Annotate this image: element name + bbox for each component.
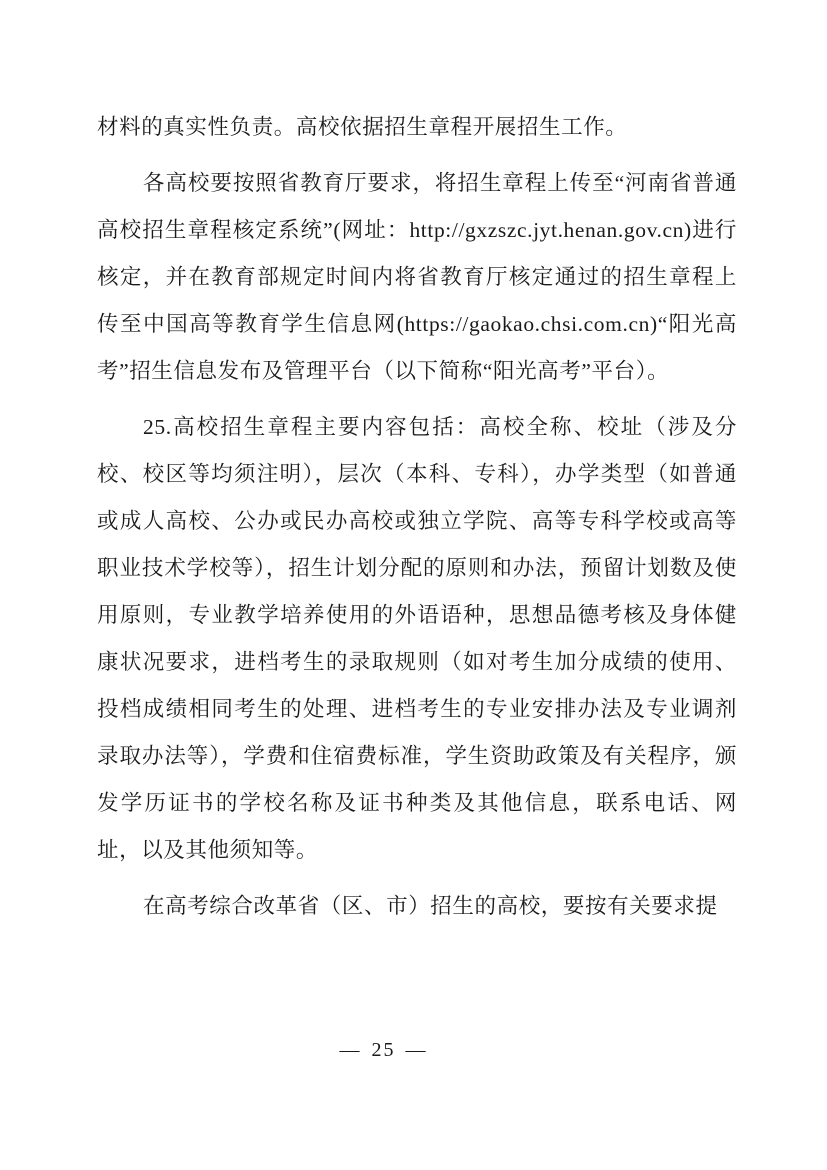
paragraph: 材料的真实性负责。高校依据招生章程开展招生工作。 bbox=[97, 115, 628, 139]
page-body bbox=[97, 104, 737, 930]
paragraph: 各高校要按照省教育厅要求，将招生章程上传至“河南省普通高校招生章程核定系统”(网址：http://gxzszc.jyt.henan.gov.cn)进行核定，并在教育部规定时间内将省教育厅核定通过的招生章程上传至中国高等教育学生信息网(https://gaokao.chsi.com.cn)“阳光高考”招生信息发布及管理平台（以下简称“阳光高考”平台）。 bbox=[97, 171, 737, 383]
paragraph: 25.高校招生章程主要内容包括：高校全称、校址（涉及分校、校区等均须注明），层次（本科、专科），办学类型（如普通或成人高校、公办或民办高校或独立学院、高等专科学校或高等职业技术学校等），招生计划分配的原则和办法，预留计划数及使用原则，专业教学培养使用的外语语种，思想品德考核及身体健康状况要求，进档考生的录取规则（如对考生加分成绩的使用、投档成绩相同考生的处理、进档考生的专业安排办法及专业调剂录取办法等），学费和住宿费标准，学生资助政策及有关程序，颁发学历证书的学校名称及证书种类及其他信息，联系电话、网址，以及其他须知等。 bbox=[97, 415, 737, 862]
page-footer bbox=[0, 1039, 827, 1062]
page-number-value: 25 bbox=[371, 1039, 396, 1061]
footer-dash-left: — bbox=[339, 1039, 362, 1061]
footer-dash-right: — bbox=[405, 1039, 428, 1061]
paragraph: 在高考综合改革省（区、市）招生的高校，要按有关要求提 bbox=[143, 894, 718, 918]
